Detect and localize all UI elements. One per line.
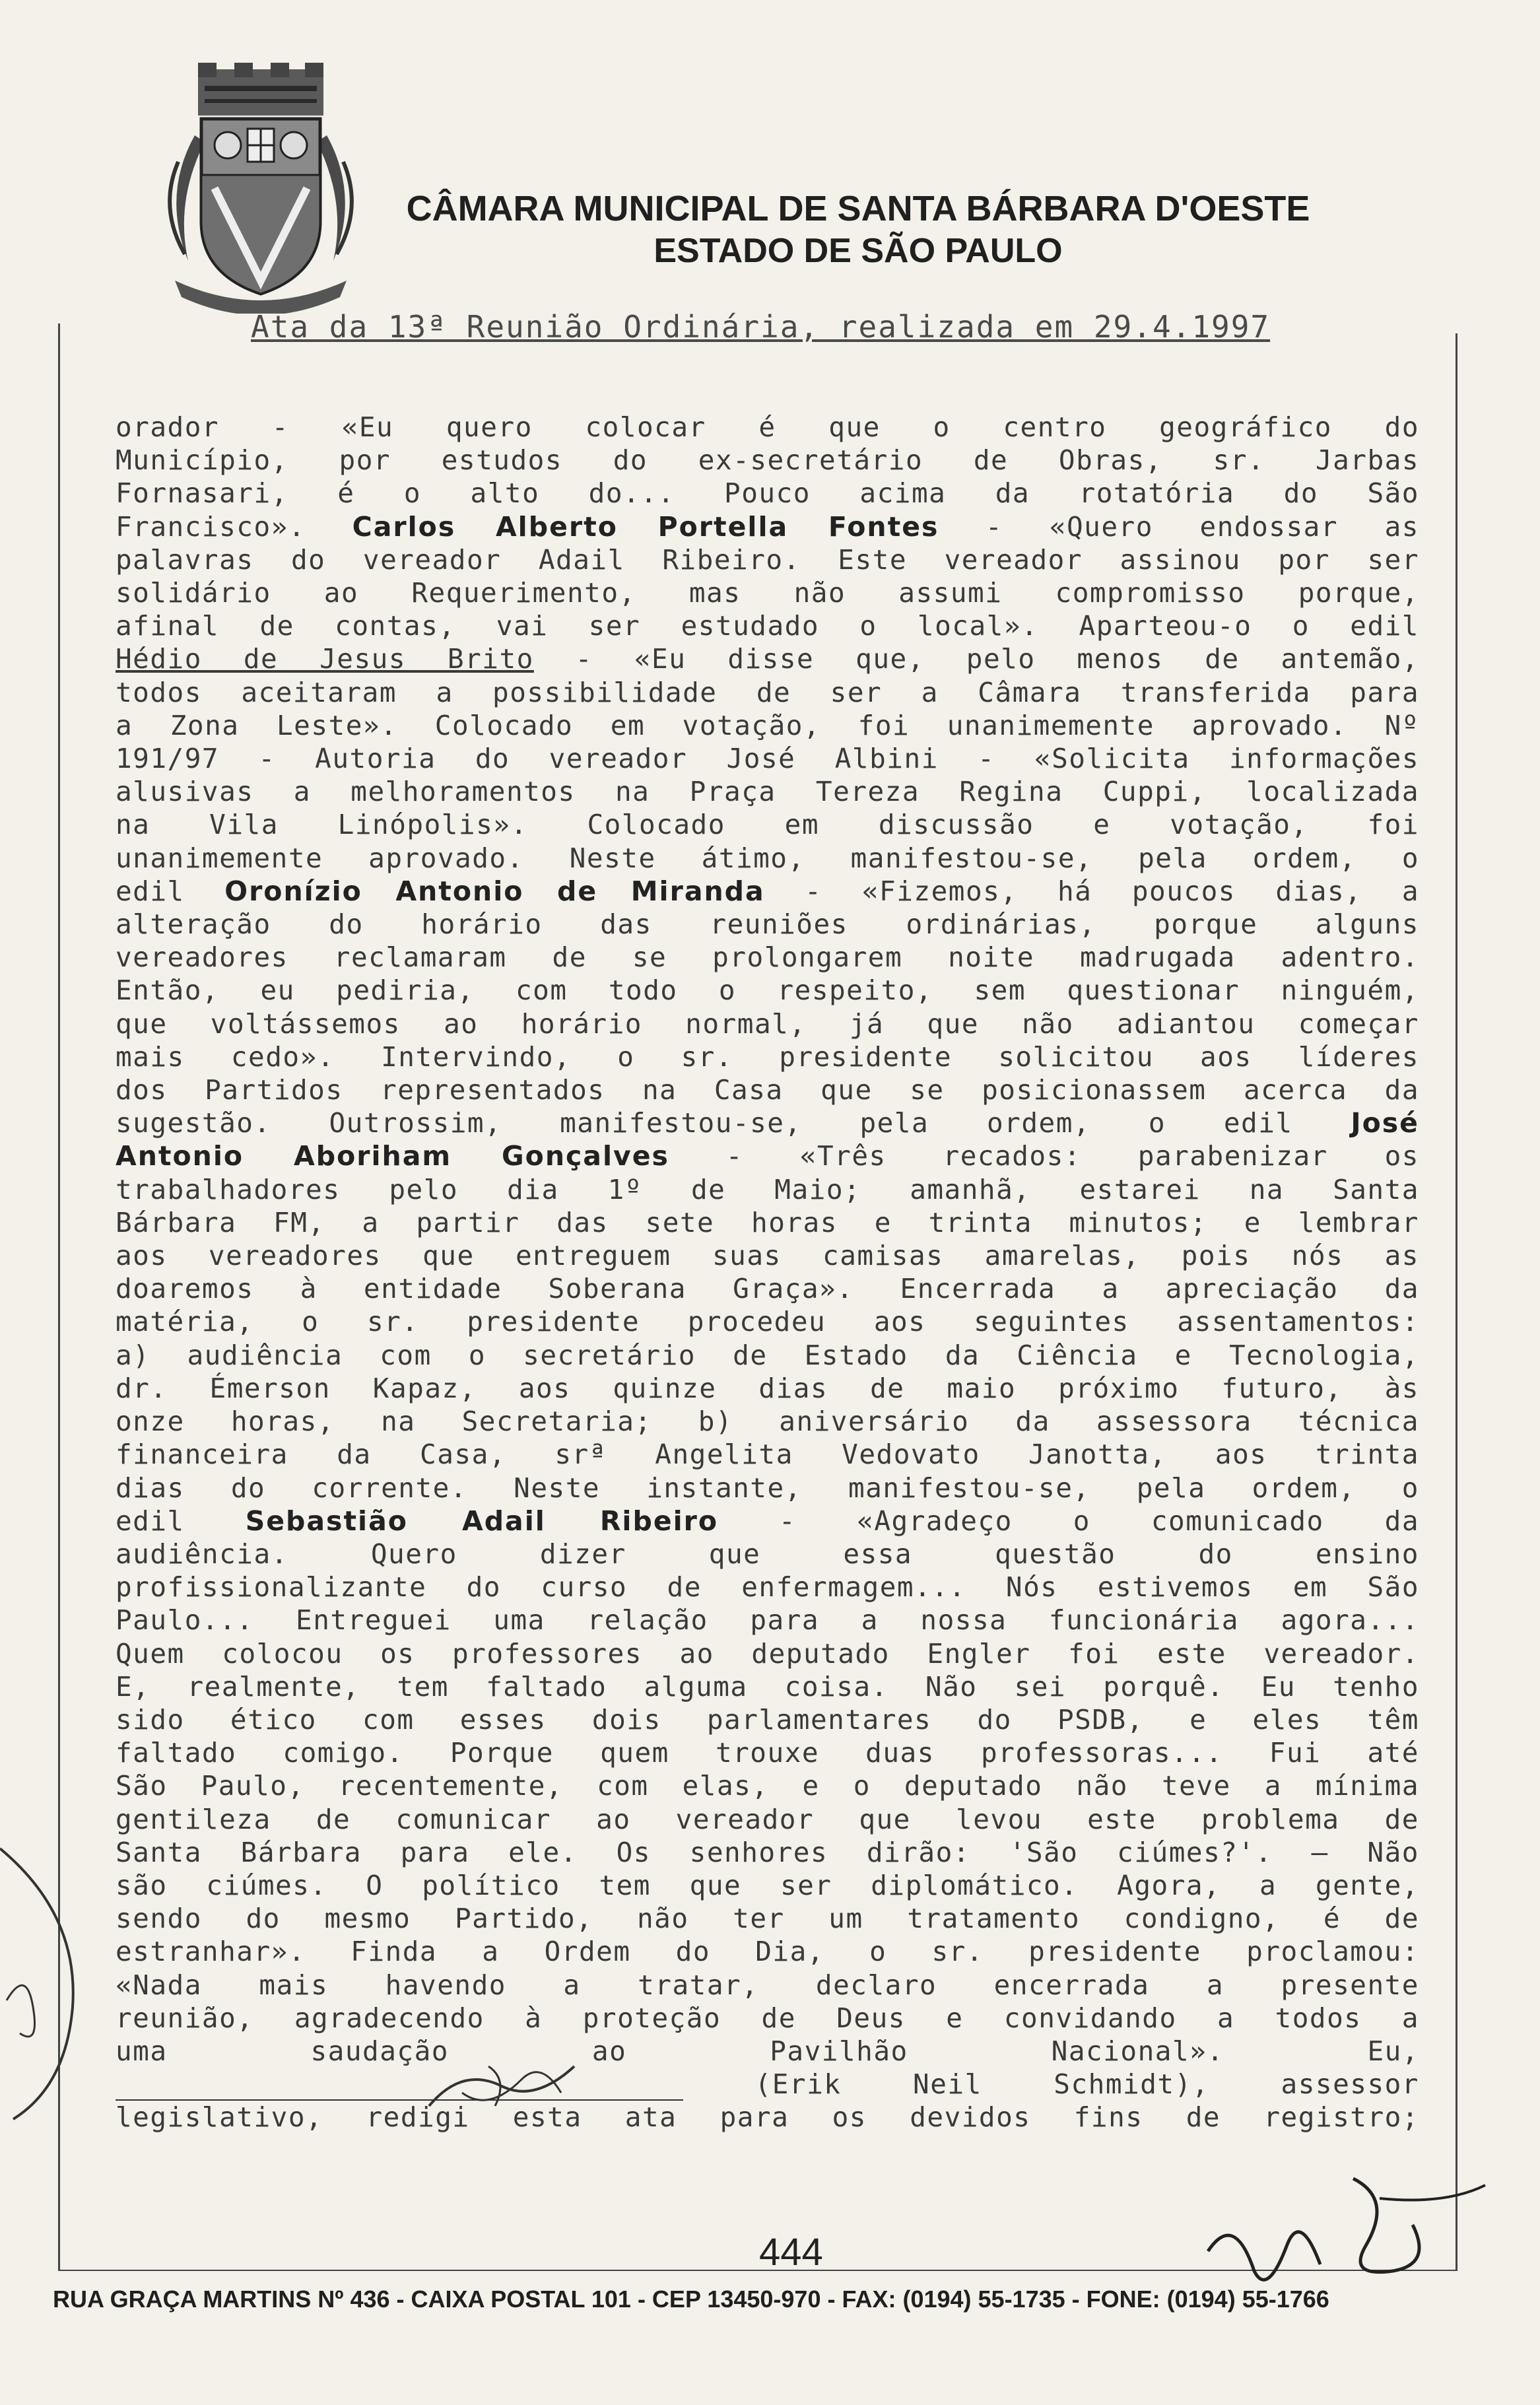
- text-line: [116, 1007, 1419, 1040]
- text-segment: edil: [116, 1505, 246, 1537]
- text-line: [116, 1239, 1419, 1272]
- text-segment: estranhar». Finda a Ordem do Dia, o sr. presidente proclamou:: [116, 1936, 1419, 1968]
- text-line: [116, 676, 1419, 709]
- text-segment: que voltássemos ao horário normal, já que não adiantou começar: [116, 1007, 1419, 1040]
- text-segment: todos aceitaram a possibilidade de ser a Câmara transferida para: [116, 676, 1419, 708]
- text-line: [116, 1836, 1419, 1869]
- speaker-name: Carlos Alberto Portella Fontes: [352, 510, 939, 543]
- text-segment: - «Agradeço o comunicado da: [718, 1505, 1419, 1537]
- text-segment: Então, eu pediria, com todo o respeito, sem questionar ninguém,: [116, 974, 1419, 1007]
- text-segment: edil: [116, 875, 225, 907]
- text-line: [116, 908, 1419, 941]
- text-segment: E, realmente, tem faltado alguma coisa. Não sei porquê. Eu tenho: [116, 1670, 1419, 1703]
- text-segment: Francisco».: [116, 510, 352, 543]
- text-segment: orador - «Eu quero colocar é que o centro geográfico do: [116, 411, 1419, 443]
- text-line: [116, 576, 1419, 609]
- text-segment: financeira da Casa, srª Angelita Vedovato Janotta, aos trinta: [116, 1439, 1419, 1471]
- text-segment: dr. Émerson Kapaz, aos quinze dias de maio próximo futuro, às: [116, 1372, 1419, 1404]
- text-line: [116, 1472, 1419, 1505]
- header-line-1: CÂMARA MUNICIPAL DE SANTA BÁRBARA D'OESTE: [406, 189, 1310, 228]
- document-subtitle: Ata da 13ª Reunião Ordinária, realizada em 29.4.1997: [251, 309, 1271, 345]
- text-line: [116, 1902, 1419, 1935]
- header-line-2: ESTADO DE SÃO PAULO: [653, 232, 1063, 270]
- text-line: [116, 1106, 1419, 1139]
- text-line: [116, 1969, 1419, 2002]
- text-line: [116, 1405, 1419, 1438]
- text-segment: alusivas a melhoramentos na Praça Tereza Regina Cuppi, localizada: [116, 776, 1419, 808]
- text-segment: faltado comigo. Porque quem trouxe duas professoras... Fui até: [116, 1737, 1419, 1769]
- text-line: [116, 642, 1419, 675]
- text-line: [116, 1935, 1419, 1968]
- text-line: [116, 510, 1419, 543]
- text-segment: sugestão. Outrossim, manifestou-se, pela ordem, o edil: [116, 1107, 1351, 1139]
- speaker-name: Oronízio Antonio de Miranda: [224, 875, 765, 907]
- text-segment: (Erik Neil Schmidt), assessor: [683, 2068, 1419, 2101]
- margin-signature-drawing: [0, 1835, 92, 2126]
- text-line: [116, 742, 1419, 775]
- text-segment: São Paulo, recentemente, com elas, e o deputado não teve a mínima: [116, 1770, 1419, 1802]
- text-segment: dos Partidos representados na Casa que se posicionassem acerca da: [116, 1074, 1419, 1106]
- text-line: [116, 1206, 1419, 1239]
- text-segment: matéria, o sr. presidente procedeu aos seguintes assentamentos:: [116, 1306, 1419, 1338]
- text-segment: trabalhadores pelo dia 1º de Maio; amanhã, estarei na Santa: [116, 1173, 1419, 1205]
- text-segment: legislativo, redigi esta ata para os devidos fins de registro;: [116, 2101, 1419, 2134]
- bottom-signature-drawing: [1195, 2172, 1492, 2297]
- text-segment: sido ético com esses dois parlamentares do PSDB, e eles têm: [116, 1703, 1419, 1736]
- speaker-name: José: [1351, 1107, 1419, 1139]
- text-line: [116, 1604, 1419, 1637]
- underlined-name: Hédio de Jesus Brito: [116, 643, 534, 675]
- text-line: [116, 1571, 1419, 1604]
- text-line: [116, 444, 1419, 477]
- text-segment: uma saudação ao Pavilhão Nacional». Eu,: [116, 2035, 1419, 2067]
- coat-of-arms-logo: [149, 63, 373, 314]
- text-line: [116, 1736, 1419, 1769]
- text-line: [116, 1073, 1419, 1106]
- text-line: [116, 842, 1419, 875]
- text-segment: profissionalizante do curso de enfermagem... Nós estivemos em São: [116, 1571, 1419, 1604]
- text-line: [116, 1505, 1419, 1538]
- text-line: [116, 543, 1419, 576]
- text-line: [116, 411, 1419, 444]
- text-segment: doaremos à entidade Soberana Graça». Encerrada a apreciação da: [116, 1273, 1419, 1305]
- text-segment: são ciúmes. O político tem que ser diplomático. Agora, a gente,: [116, 1869, 1419, 1901]
- speaker-name: Sebastião Adail Ribeiro: [245, 1505, 719, 1537]
- text-segment: palavras do vereador Adail Ribeiro. Este vereador assinou por ser: [116, 543, 1419, 576]
- text-segment: alteração do horário das reuniões ordinárias, porque alguns: [116, 908, 1419, 941]
- text-line: [116, 1803, 1419, 1836]
- text-segment: «Nada mais havendo a tratar, declaro encerrada a presente: [116, 1969, 1419, 2001]
- text-segment: Município, por estudos do ex-secretário de Obras, sr. Jarbas: [116, 444, 1419, 477]
- text-line: [116, 974, 1419, 1007]
- page-number: 444: [759, 2231, 823, 2274]
- footer-address: RUA GRAÇA MARTINS Nº 436 - CAIXA POSTAL 101 - CEP 13450-970 - FAX: (0194) 55-1735 - FONE: (0194) 55-1766: [53, 2286, 1329, 2313]
- text-line: [116, 1438, 1419, 1471]
- text-segment: onze horas, na Secretaria; b) aniversário da assessora técnica: [116, 1406, 1419, 1438]
- text-line: [116, 875, 1419, 908]
- text-segment: dias do corrente. Neste instante, manifestou-se, pela ordem, o: [116, 1472, 1419, 1504]
- text-line: [116, 941, 1419, 974]
- text-line: [116, 1637, 1419, 1670]
- bottom-rule: [58, 2270, 1457, 2271]
- text-segment: 191/97 - Autoria do vereador José Albini - «Solicita informações: [116, 743, 1419, 775]
- text-segment: mais cedo». Intervindo, o sr. presidente solicitou aos líderes: [116, 1040, 1419, 1073]
- text-segment: - «Fizemos, há poucos dias, a: [764, 875, 1419, 907]
- text-segment: a) audiência com o secretário de Estado da Ciência e Tecnologia,: [116, 1339, 1419, 1371]
- text-segment: unanimemente aprovado. Neste átimo, manifestou-se, pela ordem, o: [116, 842, 1419, 874]
- text-line: [116, 775, 1419, 808]
- text-segment: solidário ao Requerimento, mas não assumi compromisso porque,: [116, 577, 1419, 609]
- text-line: [116, 1769, 1419, 1802]
- text-line: [116, 1538, 1419, 1571]
- text-segment: - «Três recados: parabenizar os: [669, 1140, 1419, 1172]
- text-line: [116, 1372, 1419, 1405]
- text-line: [116, 808, 1419, 841]
- text-line: [116, 2035, 1419, 2068]
- text-line: [116, 477, 1419, 510]
- text-line: [116, 2068, 1419, 2101]
- minutes-body-text: [116, 411, 1419, 2134]
- text-segment: reunião, agradecendo à proteção de Deus e convidando a todos a: [116, 2002, 1419, 2034]
- text-segment: - «Quero endossar as: [939, 510, 1419, 543]
- text-line: [116, 1173, 1419, 1206]
- left-margin-rule: [58, 323, 60, 2271]
- text-segment: vereadores reclamaram de se prolongarem noite madrugada adentro.: [116, 941, 1419, 974]
- text-segment: a Zona Leste». Colocado em votação, foi unanimemente aprovado. Nº: [116, 709, 1419, 741]
- text-line: [116, 1339, 1419, 1372]
- text-segment: Fornasari, é o alto do... Pouco acima da rotatória do São: [116, 477, 1419, 510]
- right-margin-rule: [1456, 333, 1457, 2271]
- text-line: [116, 2002, 1419, 2035]
- text-segment: Quem colocou os professores ao deputado Engler foi este vereador.: [116, 1637, 1419, 1670]
- text-segment: sendo do mesmo Partido, não ter um tratamento condigno, é de: [116, 1903, 1419, 1935]
- text-segment: Santa Bárbara para ele. Os senhores dirão: 'São ciúmes?'. — Não: [116, 1836, 1419, 1868]
- text-segment: audiência. Quero dizer que essa questão do ensino: [116, 1538, 1419, 1570]
- text-segment: gentileza de comunicar ao vereador que levou este problema de: [116, 1803, 1419, 1835]
- text-line: [116, 709, 1419, 742]
- speaker-name: Antonio Aboriham Gonçalves: [116, 1140, 669, 1172]
- text-line: [116, 609, 1419, 642]
- signature-blank-line: [116, 2076, 683, 2101]
- text-segment: afinal de contas, vai ser estudado o local». Aparteou-o o edil: [116, 610, 1419, 642]
- text-line: [116, 1869, 1419, 1902]
- text-segment: Paulo... Entreguei uma relação para a nossa funcionária agora...: [116, 1604, 1419, 1637]
- text-segment: - «Eu disse que, pelo menos de antemão,: [533, 643, 1419, 675]
- text-segment: na Vila Linópolis». Colocado em discussão e votação, foi: [116, 809, 1419, 841]
- text-line: [116, 1670, 1419, 1703]
- text-line: [116, 1272, 1419, 1305]
- text-segment: aos vereadores que entreguem suas camisas amarelas, pois nós as: [116, 1240, 1419, 1272]
- text-line: [116, 1040, 1419, 1073]
- text-line: [116, 1305, 1419, 1338]
- text-segment: Bárbara FM, a partir das sete horas e trinta minutos; e lembrar: [116, 1206, 1419, 1238]
- text-line: [116, 2101, 1419, 2134]
- text-line: [116, 1139, 1419, 1172]
- text-line: [116, 1703, 1419, 1736]
